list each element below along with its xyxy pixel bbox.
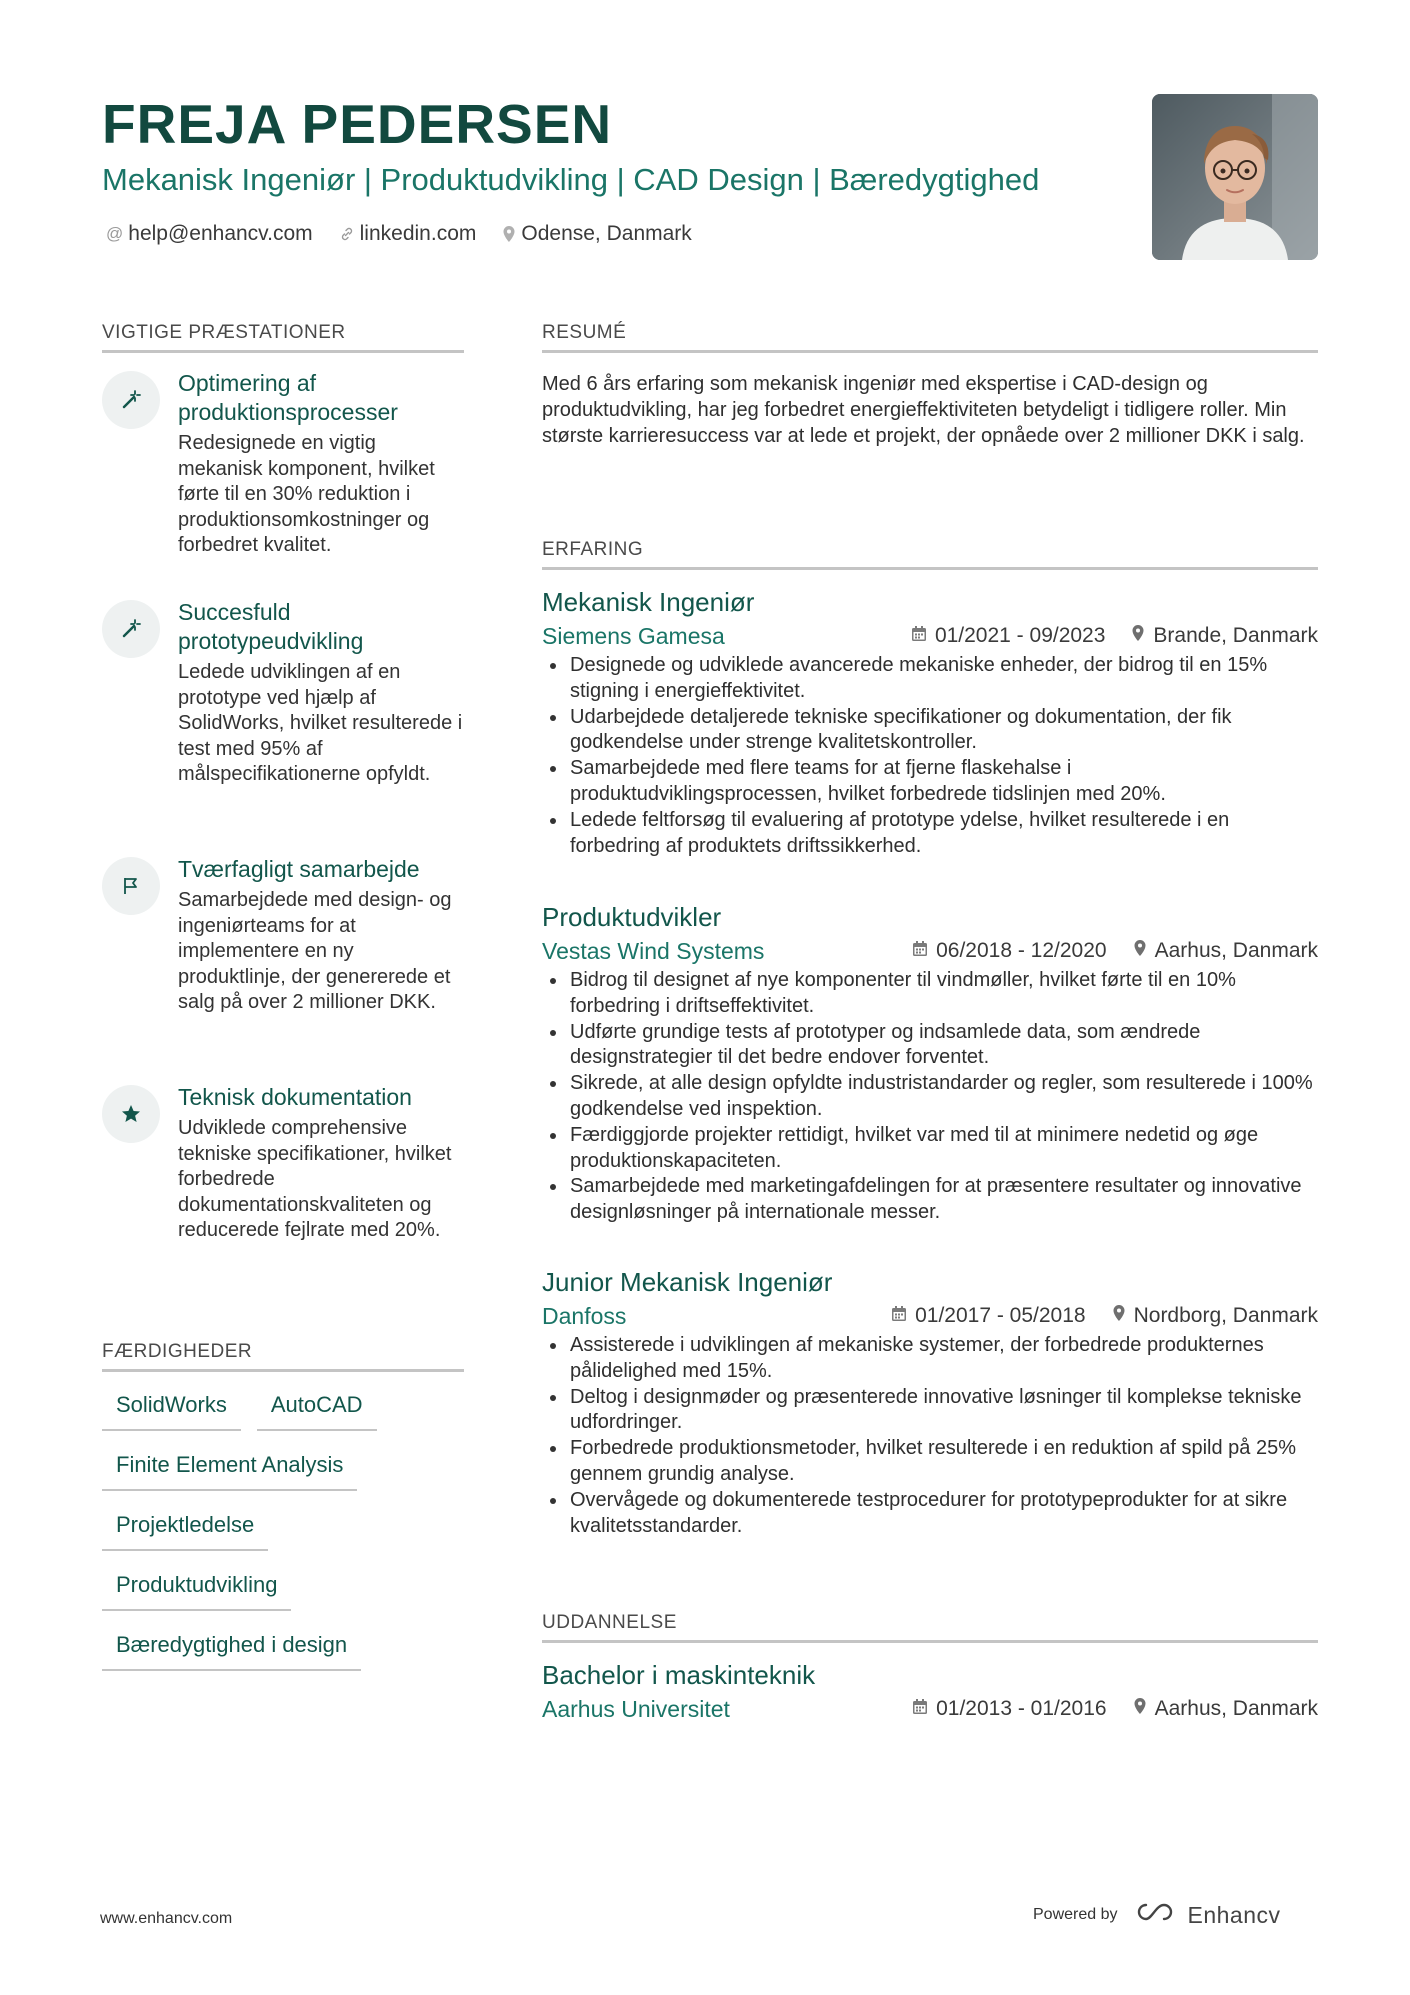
achievement-description: Udviklede comprehensive tekniske specifikationer, hvilket forbedrede dokumentationskvaliteten og reducerede fejlrate med 20%. xyxy=(178,1117,452,1242)
calendar-icon xyxy=(911,624,927,648)
job-dates-text: 01/2017 - 05/2018 xyxy=(915,1304,1086,1327)
achievement-item xyxy=(102,369,464,559)
location-pin-icon xyxy=(1133,1697,1147,1721)
job-bullet: Assisterede i udviklingen af mekaniske systemer, der forbedrede produkternes pålidelighed med 15%. xyxy=(542,1333,1318,1385)
school-name: Aarhus Universitet xyxy=(542,1696,730,1722)
job-bullet: Sikrede, at alle design opfyldte industristandarder og regler, som resulterede i 100% godkendelse ved inspektion. xyxy=(542,1071,1318,1123)
job-bullet: Ledede feltforsøg til evaluering af prototype ydelse, hvilket resulterede i en forbedring af produktets driftssikkerhed. xyxy=(542,808,1318,860)
company-name: Vestas Wind Systems xyxy=(542,938,765,964)
job-bullets xyxy=(542,968,1318,1226)
contact-linkedin-text: linkedin.com xyxy=(359,222,477,245)
skill-tag: Bæredygtighed i design xyxy=(102,1628,361,1671)
achievement-title: Optimering af produktionsprocesser xyxy=(178,370,398,425)
job-bullet: Overvågede og dokumenterede testprocedurer for prototypeprodukter for at sikre kvalitetsstandarder. xyxy=(542,1488,1318,1540)
experience-entry xyxy=(542,1265,1318,1539)
job-bullet: Bidrog til designet af nye komponenter til vindmøller, hvilket førte til en 10% forbedring i driftseffektivitet. xyxy=(542,968,1318,1020)
candidate-name: FREJA PEDERSEN xyxy=(102,93,613,155)
experience-entry xyxy=(542,900,1318,1226)
location-pin-icon xyxy=(1131,624,1145,648)
achievement-item xyxy=(102,855,464,1016)
job-bullet: Færdiggjorde projekter rettidigt, hvilket var med til at minimere nedetid og øge produktionskapaciteten. xyxy=(542,1123,1318,1175)
section-header-achievements: VIGTIGE PRÆSTATIONER xyxy=(102,322,464,353)
magic-wand-icon xyxy=(102,600,160,658)
company-name: Danfoss xyxy=(542,1303,627,1329)
contact-location xyxy=(502,222,691,246)
calendar-icon xyxy=(891,1304,907,1328)
footer-website[interactable]: www.enhancv.com xyxy=(100,1910,233,1927)
achievement-description: Samarbejdede med design- og ingeniørteams for at implementere en ny produktlinje, der genererede et salg på over 2 millioner DKK. xyxy=(178,889,452,1014)
candidate-subtitle: Mekanisk Ingeniør | Produktudvikling | CAD Design | Bæredygtighed xyxy=(102,162,1040,197)
job-bullet: Udarbejdede detaljerede tekniske specifikationer og dokumentation, der fik godkendelse under strenge kvalitetskontroller. xyxy=(542,705,1318,757)
job-dates xyxy=(911,624,1105,648)
job-bullet: Samarbejdede med marketingafdelingen for at præsentere resultater og innovative designløsninger på internationale messer. xyxy=(542,1174,1318,1226)
job-bullets xyxy=(542,653,1318,859)
education-location-text: Aarhus, Danmark xyxy=(1154,1697,1318,1720)
link-icon xyxy=(339,226,355,242)
education-dates-text: 01/2013 - 01/2016 xyxy=(936,1697,1107,1720)
job-location xyxy=(1131,624,1318,648)
summary-text: Med 6 års erfaring som mekanisk ingeniør med ekspertise i CAD-design og produktudvikling, har jeg forbedret energieffektiviteten betydeligt i tidligere roller. Min største karrieresuccess var at lede et projekt, der opnåede over 2 millioner DKK i salg. xyxy=(542,373,1305,447)
skill-tag: SolidWorks xyxy=(102,1388,241,1431)
powered-by-text: Powered by xyxy=(1033,1906,1118,1923)
at-icon: @ xyxy=(106,224,124,243)
skill-tag: Finite Element Analysis xyxy=(102,1448,357,1491)
section-header-experience: ERFARING xyxy=(542,539,1318,570)
job-dates-text: 01/2021 - 09/2023 xyxy=(934,624,1106,647)
location-pin-icon xyxy=(502,225,516,243)
job-location-text: Brande, Danmark xyxy=(1153,624,1318,647)
contact-linkedin[interactable] xyxy=(339,222,477,246)
skill-tag: AutoCAD xyxy=(257,1388,377,1431)
section-header-education: UDDANNELSE xyxy=(542,1612,1318,1643)
footer-branding xyxy=(1033,1900,1281,1930)
section-header-summary: RESUMÉ xyxy=(542,322,1318,353)
job-location-text: Aarhus, Danmark xyxy=(1154,939,1318,962)
skill-tag: Produktudvikling xyxy=(102,1568,291,1611)
job-bullets xyxy=(542,1333,1318,1539)
location-pin-icon xyxy=(1133,939,1147,963)
section-header-skills: FÆRDIGHEDER xyxy=(102,1341,464,1372)
enhancv-logo[interactable] xyxy=(1134,1900,1281,1930)
job-bullet: Deltog i designmøder og præsenterede innovative løsninger til komplekse tekniske udfordringer. xyxy=(542,1385,1318,1437)
education-entry xyxy=(542,1658,1318,1724)
calendar-icon xyxy=(912,939,928,963)
achievement-item xyxy=(102,1083,464,1244)
enhancv-logo-icon xyxy=(1134,1900,1180,1930)
achievement-description: Redesignede en vigtig mekanisk komponent, hvilket førte til en 30% reduktion i produktionsomkostninger og forbedret kvalitet. xyxy=(178,432,435,557)
job-bullet: Designede og udviklede avancerede mekaniske enheder, der bidrog til en 15% stigning i energieffektivitet. xyxy=(542,653,1318,705)
achievement-title: Teknisk dokumentation xyxy=(178,1084,412,1110)
job-title: Produktudvikler xyxy=(542,902,722,932)
contact-list xyxy=(106,222,692,246)
achievement-title: Succesfuld prototypeudvikling xyxy=(178,599,364,654)
job-dates xyxy=(912,939,1106,963)
enhancv-brand-text: Enhancv xyxy=(1187,1901,1281,1928)
achievement-title: Tværfagligt samarbejde xyxy=(178,856,420,882)
experience-entry xyxy=(542,585,1318,859)
job-location xyxy=(1112,1304,1318,1328)
education-location xyxy=(1133,1697,1318,1721)
job-bullet: Forbedrede produktionsmetoder, hvilket resulterede i en reduktion af spild på 25% gennem grundig analyse. xyxy=(542,1436,1318,1488)
education-dates xyxy=(912,1697,1106,1721)
skills-list xyxy=(102,1388,464,1688)
job-bullet: Udførte grundige tests af prototyper og indsamlede data, som ændrede designstrategier til det bedre endover forventet. xyxy=(542,1020,1318,1072)
job-title: Mekanisk Ingeniør xyxy=(542,587,755,617)
company-name: Siemens Gamesa xyxy=(542,623,725,649)
job-bullet: Samarbejdede med flere teams for at fjerne flaskehalse i produktudviklingsprocessen, hvilket forbedrede tidslinjen med 20%. xyxy=(542,756,1318,808)
star-icon xyxy=(102,1085,160,1143)
degree-title: Bachelor i maskinteknik xyxy=(542,1660,816,1690)
skill-tag: Projektledelse xyxy=(102,1508,268,1551)
flag-icon xyxy=(102,857,160,915)
job-dates xyxy=(891,1304,1085,1328)
achievement-item xyxy=(102,598,464,788)
profile-photo xyxy=(1152,94,1318,260)
job-title: Junior Mekanisk Ingeniør xyxy=(542,1267,833,1297)
calendar-icon xyxy=(912,1697,928,1721)
magic-wand-icon xyxy=(102,371,160,429)
location-pin-icon xyxy=(1112,1304,1126,1328)
contact-location-text: Odense, Danmark xyxy=(521,222,692,245)
achievement-description: Ledede udviklingen af en prototype ved hjælp af SolidWorks, hvilket resulterede i test med 95% af målspecifikationerne opfyldt. xyxy=(178,661,463,786)
job-location xyxy=(1133,939,1318,963)
job-dates-text: 06/2018 - 12/2020 xyxy=(936,939,1107,962)
contact-email-text: help@enhancv.com xyxy=(128,222,313,245)
job-location-text: Nordborg, Danmark xyxy=(1133,1304,1318,1327)
contact-email[interactable] xyxy=(106,222,313,246)
